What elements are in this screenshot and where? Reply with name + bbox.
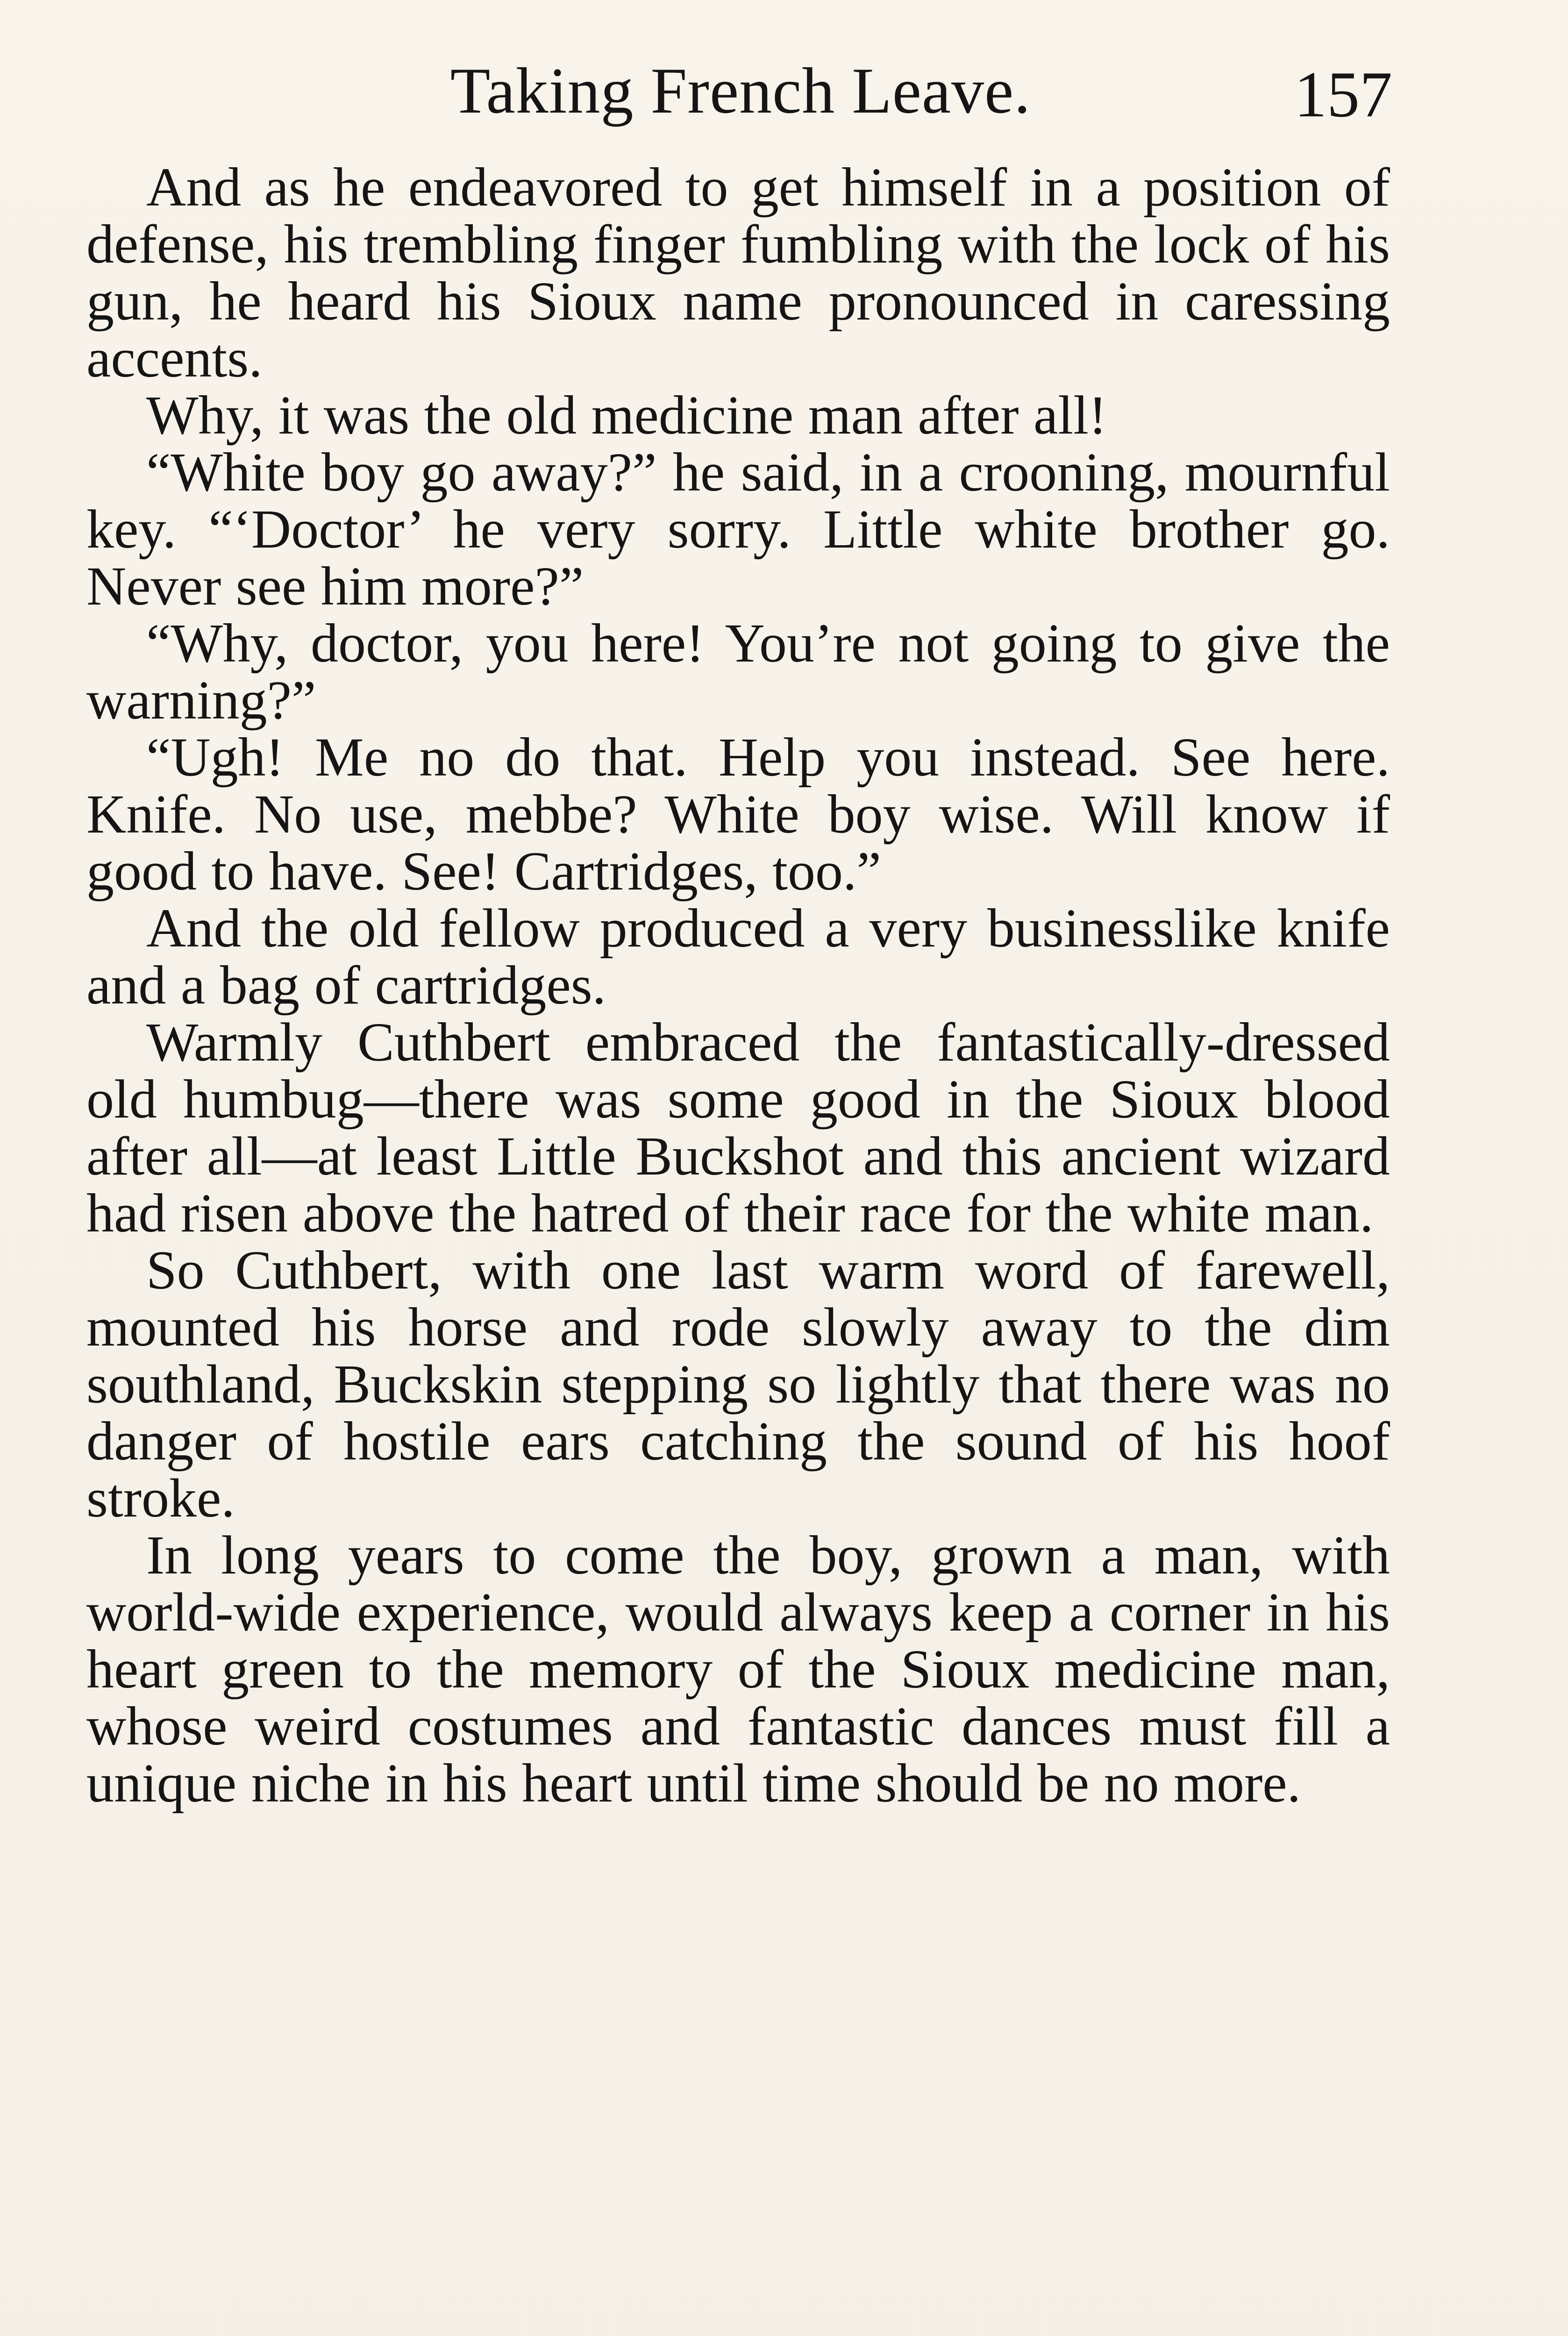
paragraph: Why, it was the old medicine man after all! [146,385,1107,446]
chapter-title: Taking French Leave. [450,55,1031,127]
paragraph: So Cuthbert, with one last warm word of farewell, mounted his horse and rode slowly away to the dim southland, Buckskin stepping so lightly that there was no danger of hostile ears catching the sound of his hoof stroke. [86,1239,1390,1529]
paragraph: In long years to come the boy, grown a man, with world-wide experience, would always keep a corner in his heart green to the memory of the Sioux medicine man, whose weird costumes and fantastic dances must fill a unique niche in his heart until time should be no more. [86,1524,1390,1814]
paragraph: And as he endeavored to get himself in a position of defense, his trembling finger fumbling with the lock of his gun, he heard his Sioux name pronounced in caressing accents. [86,157,1390,389]
paragraph: “Why, doctor, you here! You’re not going to give the warning?” [86,612,1390,731]
page-number: 157 [1294,58,1392,131]
paragraph: “Ugh! Me no do that. Help you instead. See here. Knife. No use, mebbe? White boy wise. Will know if good to have. See! Cartridges, too.” [86,726,1390,902]
paragraph: And the old fellow produced a very businesslike knife and a bag of cartridges. [86,897,1390,1016]
running-head [89,44,1392,147]
paragraph: Warmly Cuthbert embraced the fantastically-dressed old humbug—there was some good in the Sioux blood after all—at least Little Buckshot and this ancient wizard had risen above the hatred of their race for the white man. [86,1011,1390,1244]
paragraph: “White boy go away?” he said, in a crooning, mournful key. “‘Doctor’ he very sorry. Little white brother go. Never see him more?” [86,442,1390,617]
body-text [86,159,1390,1812]
